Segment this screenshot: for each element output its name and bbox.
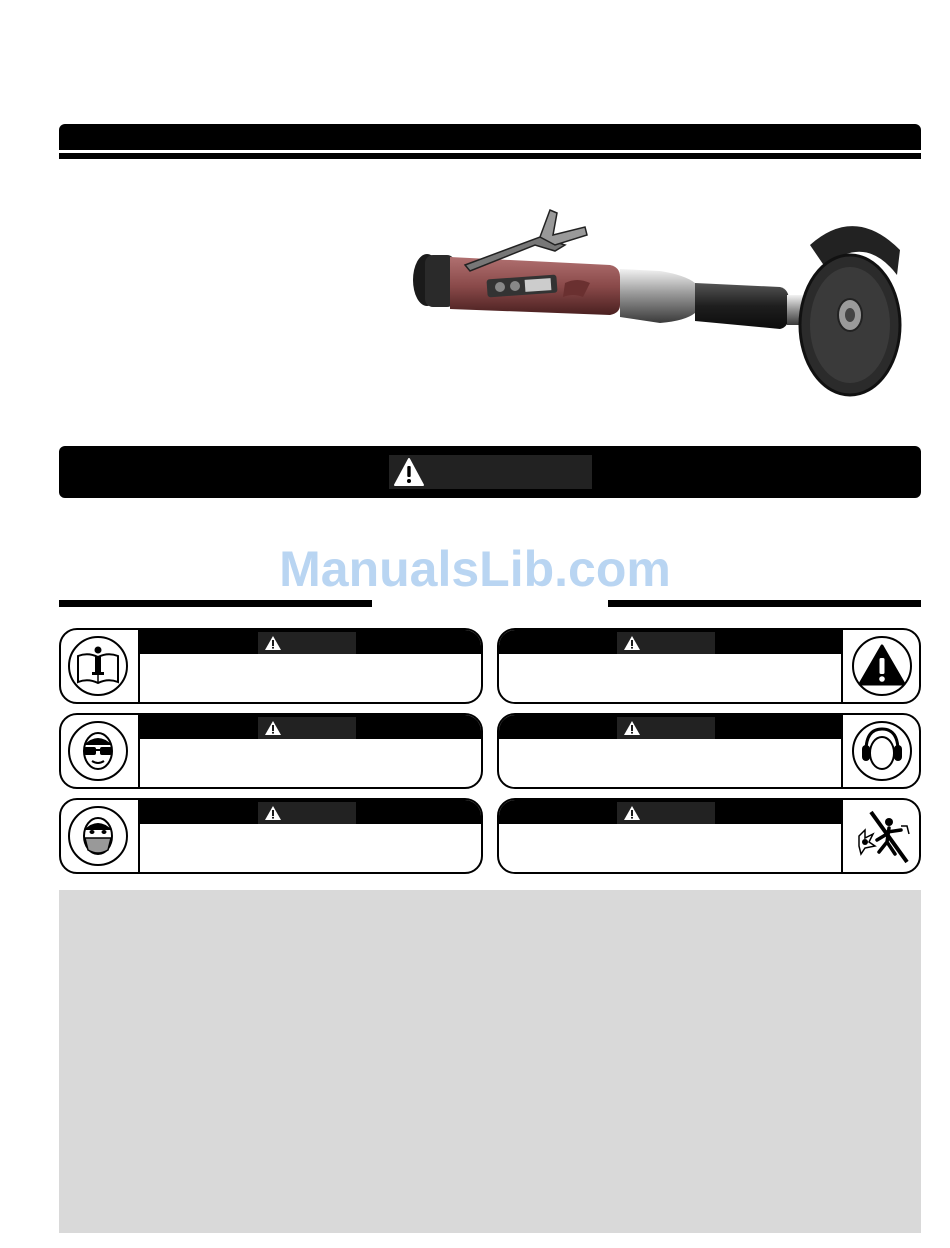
warning-triangle-icon (623, 635, 641, 651)
safety-card-text (499, 715, 843, 787)
safety-glasses-icon (68, 721, 128, 781)
safety-card-text (138, 630, 482, 702)
watermark: ManualsLib.com (279, 541, 671, 597)
safety-card-general-warning (497, 628, 921, 704)
ear-protection-icon (852, 721, 912, 781)
general-warning-icon (852, 636, 912, 696)
warning-triangle-icon (264, 720, 282, 736)
safety-card-read-manual (59, 628, 483, 704)
title-underline (59, 153, 921, 159)
safety-card-explosion-hazard (497, 798, 921, 874)
card-warning-label (258, 717, 356, 739)
section-rule-left (59, 600, 372, 607)
read-manual-icon (68, 636, 128, 696)
dust-mask-icon (68, 806, 128, 866)
title-bar (59, 124, 921, 150)
warning-triangle-icon (393, 457, 425, 487)
product-image (405, 205, 925, 400)
section-rule-right (608, 600, 921, 607)
warning-banner-label (389, 455, 592, 489)
card-warning-label (617, 632, 715, 654)
safety-card-text (138, 715, 482, 787)
safety-card-text (499, 800, 843, 872)
safety-card-text (138, 800, 482, 872)
safety-card-eye-protection (59, 713, 483, 789)
warning-triangle-icon (264, 635, 282, 651)
info-box (59, 890, 921, 1233)
safety-card-text (499, 630, 843, 702)
card-warning-label (258, 802, 356, 824)
card-warning-label (258, 632, 356, 654)
warning-triangle-icon (623, 720, 641, 736)
card-warning-label (617, 717, 715, 739)
card-warning-label (617, 802, 715, 824)
warning-triangle-icon (264, 805, 282, 821)
warning-triangle-icon (623, 805, 641, 821)
safety-card-respiratory (59, 798, 483, 874)
safety-card-ear-protection (497, 713, 921, 789)
explosion-hazard-icon (851, 806, 913, 868)
